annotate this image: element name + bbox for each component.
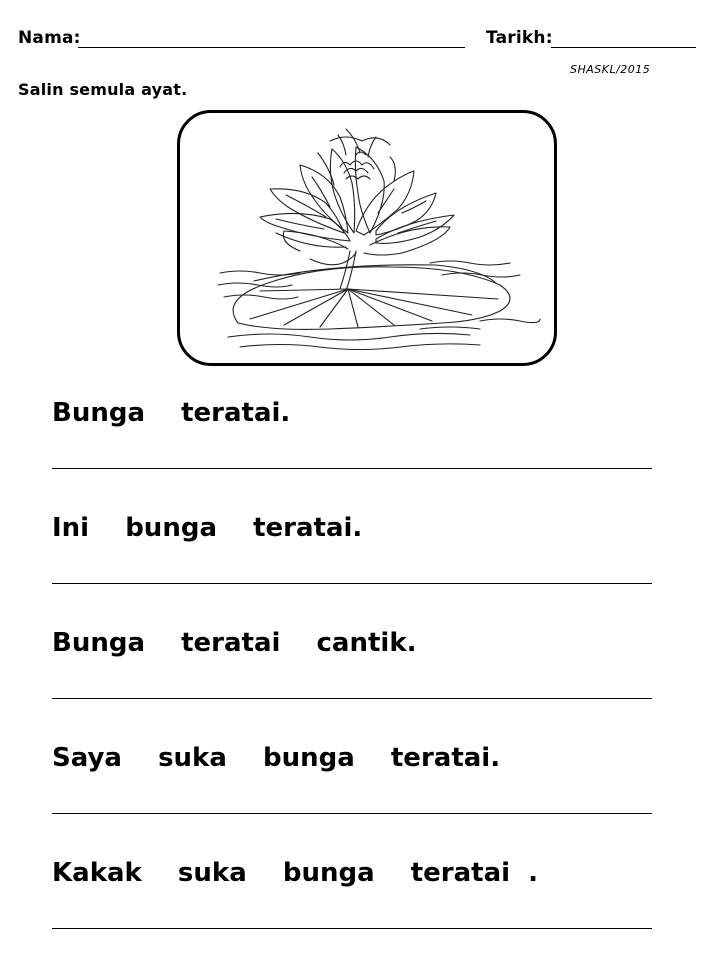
name-label: Nama: (18, 28, 81, 48)
sentence-2: Ini bunga teratai. (52, 513, 363, 543)
lotus-flower-icon (180, 113, 554, 363)
instruction-text: Salin semula ayat. (18, 80, 188, 99)
date-field[interactable] (551, 47, 696, 48)
name-field[interactable] (78, 47, 465, 48)
date-label: Tarikh: (486, 28, 553, 48)
writing-line-3[interactable] (52, 698, 652, 699)
sentence-1: Bunga teratai. (52, 398, 291, 428)
picture-frame (177, 110, 557, 366)
credit-watermark: SHASKL/2015 (570, 63, 651, 76)
writing-line-2[interactable] (52, 583, 652, 584)
writing-line-1[interactable] (52, 468, 652, 469)
sentence-4: Saya suka bunga teratai. (52, 743, 501, 773)
sentence-5: Kakak suka bunga teratai . (52, 858, 538, 888)
writing-line-4[interactable] (52, 813, 652, 814)
writing-line-5[interactable] (52, 928, 652, 929)
sentence-3: Bunga teratai cantik. (52, 628, 417, 658)
